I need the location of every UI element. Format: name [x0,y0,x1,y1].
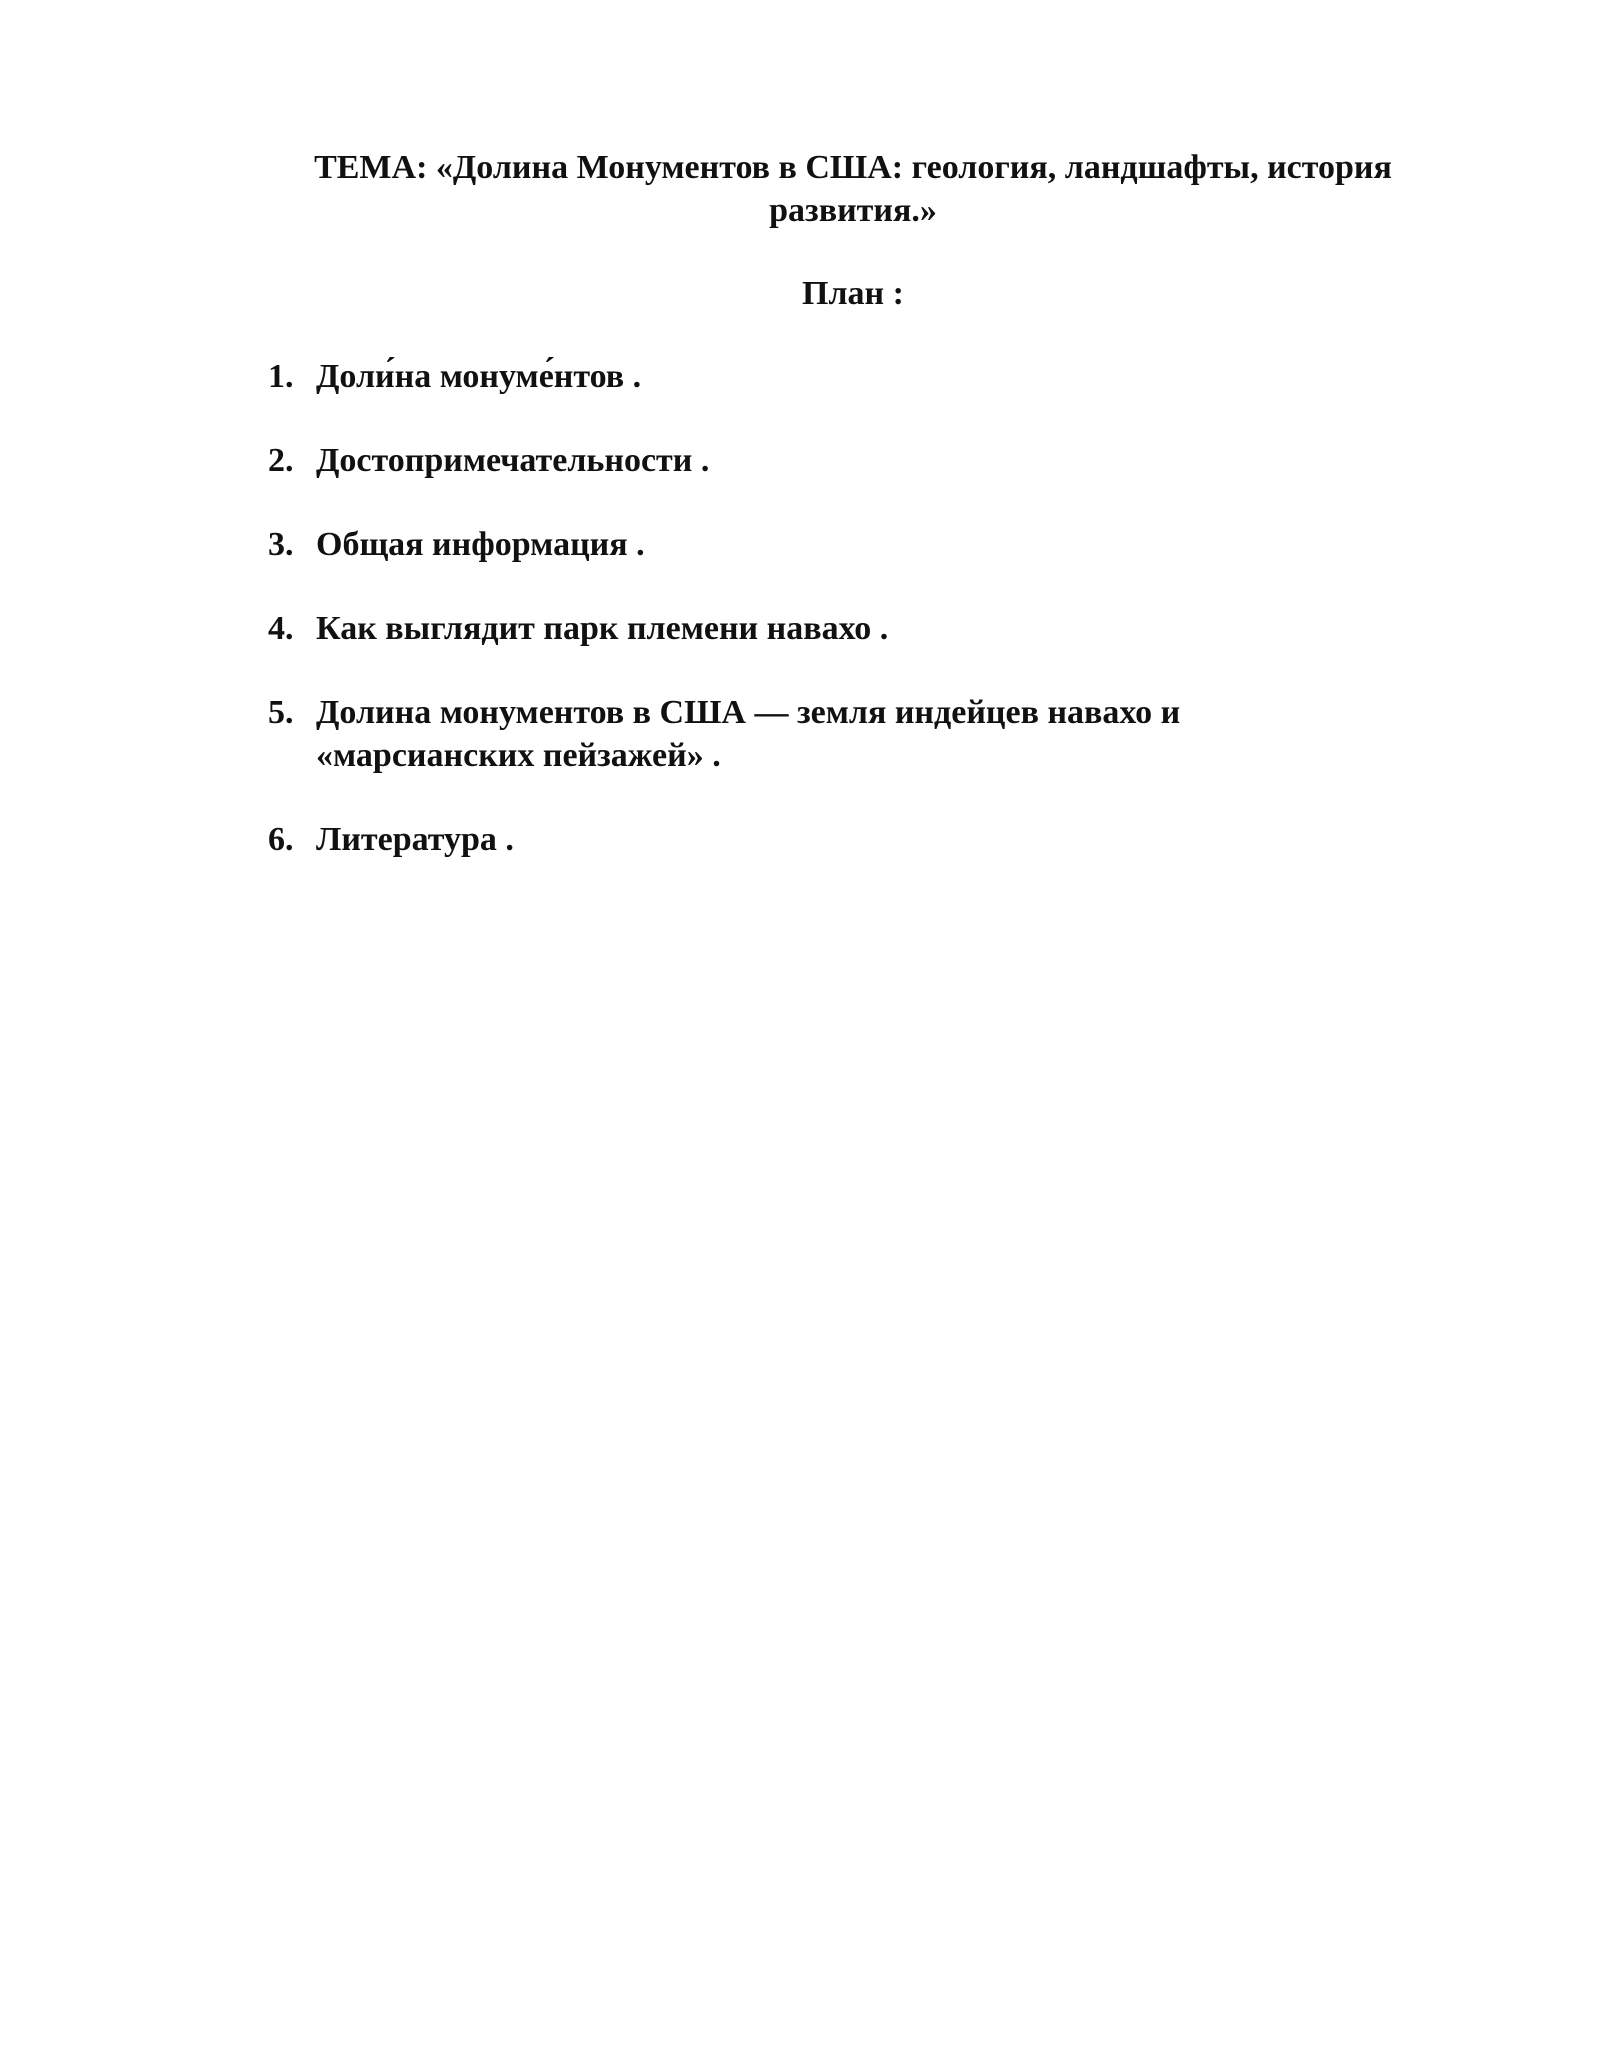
plan-item-text: Литература . [316,821,514,858]
plan-item-number: 5. [268,694,294,731]
plan-item-number: 4. [268,610,294,647]
plan-item-4 [268,607,1316,650]
plan-item-6 [268,818,1316,861]
document-title: ТЕМА: «Долина Монументов в США: геология, ландшафты, история развития.» [314,149,1392,229]
plan-list [268,355,1438,861]
plan-item-text: Общая информация . [316,526,645,563]
plan-item-text: Как выглядит парк племени навахо . [316,610,889,647]
plan-item-text: Достопримечательности . [316,442,710,479]
plan-item-3 [268,523,1316,566]
plan-item-2 [268,439,1316,482]
plan-item-number: 1. [268,358,294,395]
plan-heading: План : [802,275,904,312]
plan-item-1 [268,355,1316,398]
plan-item-number: 2. [268,442,294,479]
plan-item-text: Долина монументов в США — земля индейцев навахо и «марсианских пейзажей» . [316,694,1181,774]
plan-item-number: 6. [268,821,294,858]
plan-item-text: Доли́на монуме́нтов . [316,358,642,395]
document-content [268,146,1438,902]
plan-item-number: 3. [268,526,294,563]
plan-item-5 [268,691,1316,777]
